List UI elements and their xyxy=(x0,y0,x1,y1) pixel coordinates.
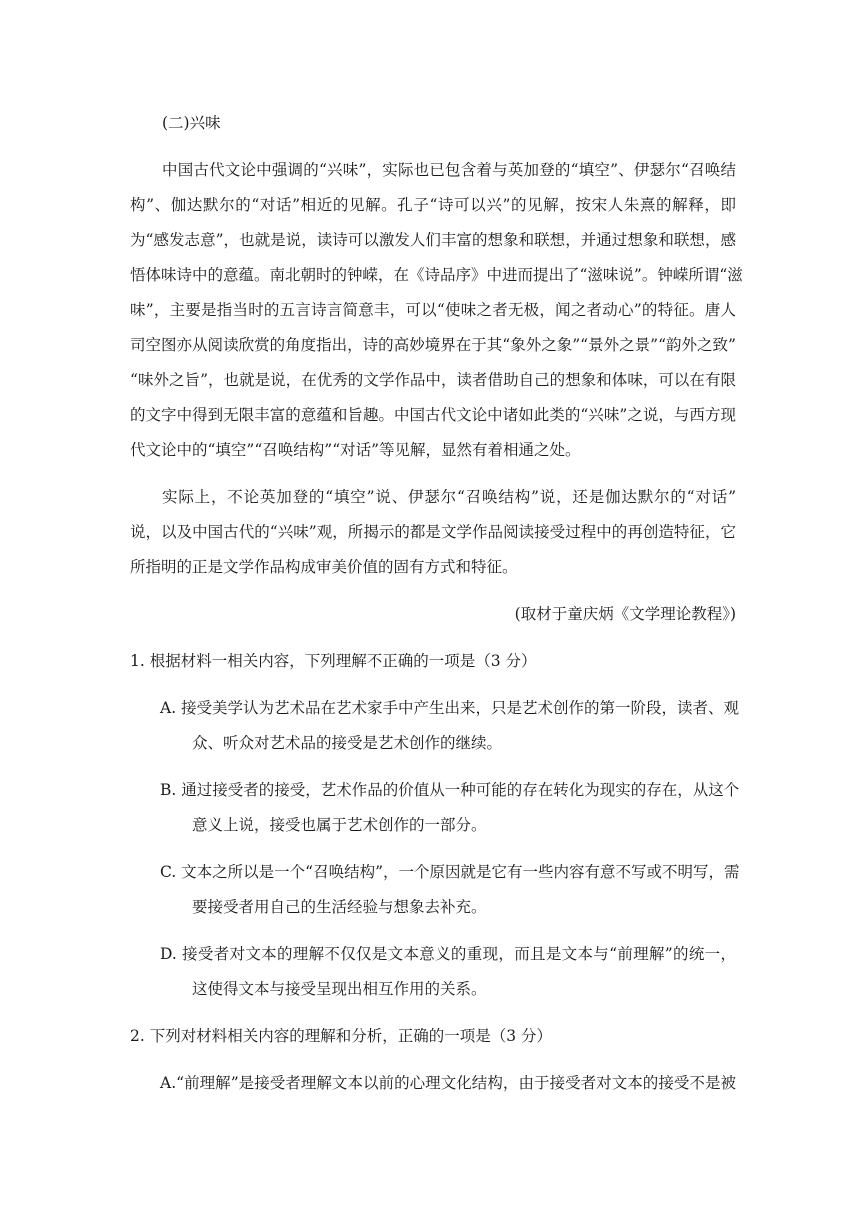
paragraph-line: 所指明的正是文学作品构成审美价值的固有方式和特征。 xyxy=(130,558,518,576)
option-line: B. 通过接受者的接受，艺术作品的价值从一种可能的存在转化为现实的存在，从这个 xyxy=(160,781,740,799)
option-line: 要接受者用自己的生活经验与想象去补充。 xyxy=(192,898,487,916)
option-line: A.“前理解”是接受者理解文本以前的心理文化结构，由于接受者对文本的接受不是被 xyxy=(160,1074,736,1092)
option-line: 意义上说，接受也属于艺术创作的一部分。 xyxy=(192,816,487,834)
paragraph-line: 为“感发志意”，也就是说，读诗可以激发人们丰富的想象和联想，并通过想象和联想，感 xyxy=(130,231,736,249)
section-heading: (二)兴味 xyxy=(162,114,221,132)
option-line: 这使得文本与接受呈现出相互作用的关系。 xyxy=(192,980,487,998)
paragraph-line: 司空图亦从阅读欣赏的角度指出，诗的高妙境界在于其“象外之象”“景外之景”“韵外之致” xyxy=(130,336,736,354)
source-citation: (取材于童庆炳《文学理论教程》) xyxy=(514,605,736,623)
option-line: A. 接受美学认为艺术品在艺术家手中产生出来，只是艺术创作的第一阶段，读者、观 xyxy=(160,699,740,717)
paragraph-line: 的文字中得到无限丰富的意蕴和旨趣。中国古代文论中诸如此类的“兴味”之说，与西方现 xyxy=(130,406,736,424)
question-stem: 2. 下列对材料相关内容的理解和分析，正确的一项是（3 分） xyxy=(130,1027,553,1045)
option-line: C. 文本之所以是一个“召唤结构”，一个原因就是它有一些内容有意不写或不明写，需 xyxy=(160,863,740,881)
paragraph-line: 味”，主要是指当时的五言诗言简意丰，可以“使味之者无极，闻之者动心”的特征。唐人 xyxy=(130,301,736,319)
paragraph-line: 悟体味诗中的意蕴。南北朝时的钟嵘，在《诗品序》中进而提出了“滋味说”。钟嵘所谓“滋 xyxy=(130,266,743,284)
paragraph-line: “味外之旨”，也就是说，在优秀的文学作品中，读者借助自己的想象和体味，可以在有限 xyxy=(130,371,736,389)
paragraph-line: 中国古代文论中强调的“兴味”，实际也已包含着与英加登的“填空”、伊瑟尔“召唤结 xyxy=(162,161,736,179)
paragraph-line: 代文论中的“填空”“召唤结构”“对话”等见解，显然有着相通之处。 xyxy=(130,441,581,459)
paragraph-line: 实际上，不论英加登的“填空”说、伊瑟尔“召唤结构”说，还是伽达默尔的“对话” xyxy=(162,488,736,506)
option-line: D. 接受者对文本的理解不仅仅是文本意义的重现，而且是文本与“前理解”的统一， xyxy=(160,945,736,963)
option-line: 众、听众对艺术品的接受是艺术创作的继续。 xyxy=(192,734,503,752)
paragraph-line: 构”、伽达默尔的“对话”相近的见解。孔子“诗可以兴”的见解，按宋人朱熹的解释，即 xyxy=(130,196,736,214)
question-stem: 1. 根据材料一相关内容，下列理解不正确的一项是（3 分） xyxy=(130,652,537,670)
paragraph-line: 说，以及中国古代的“兴味”观，所揭示的都是文学作品阅读接受过程中的再创造特征，它 xyxy=(130,523,736,541)
